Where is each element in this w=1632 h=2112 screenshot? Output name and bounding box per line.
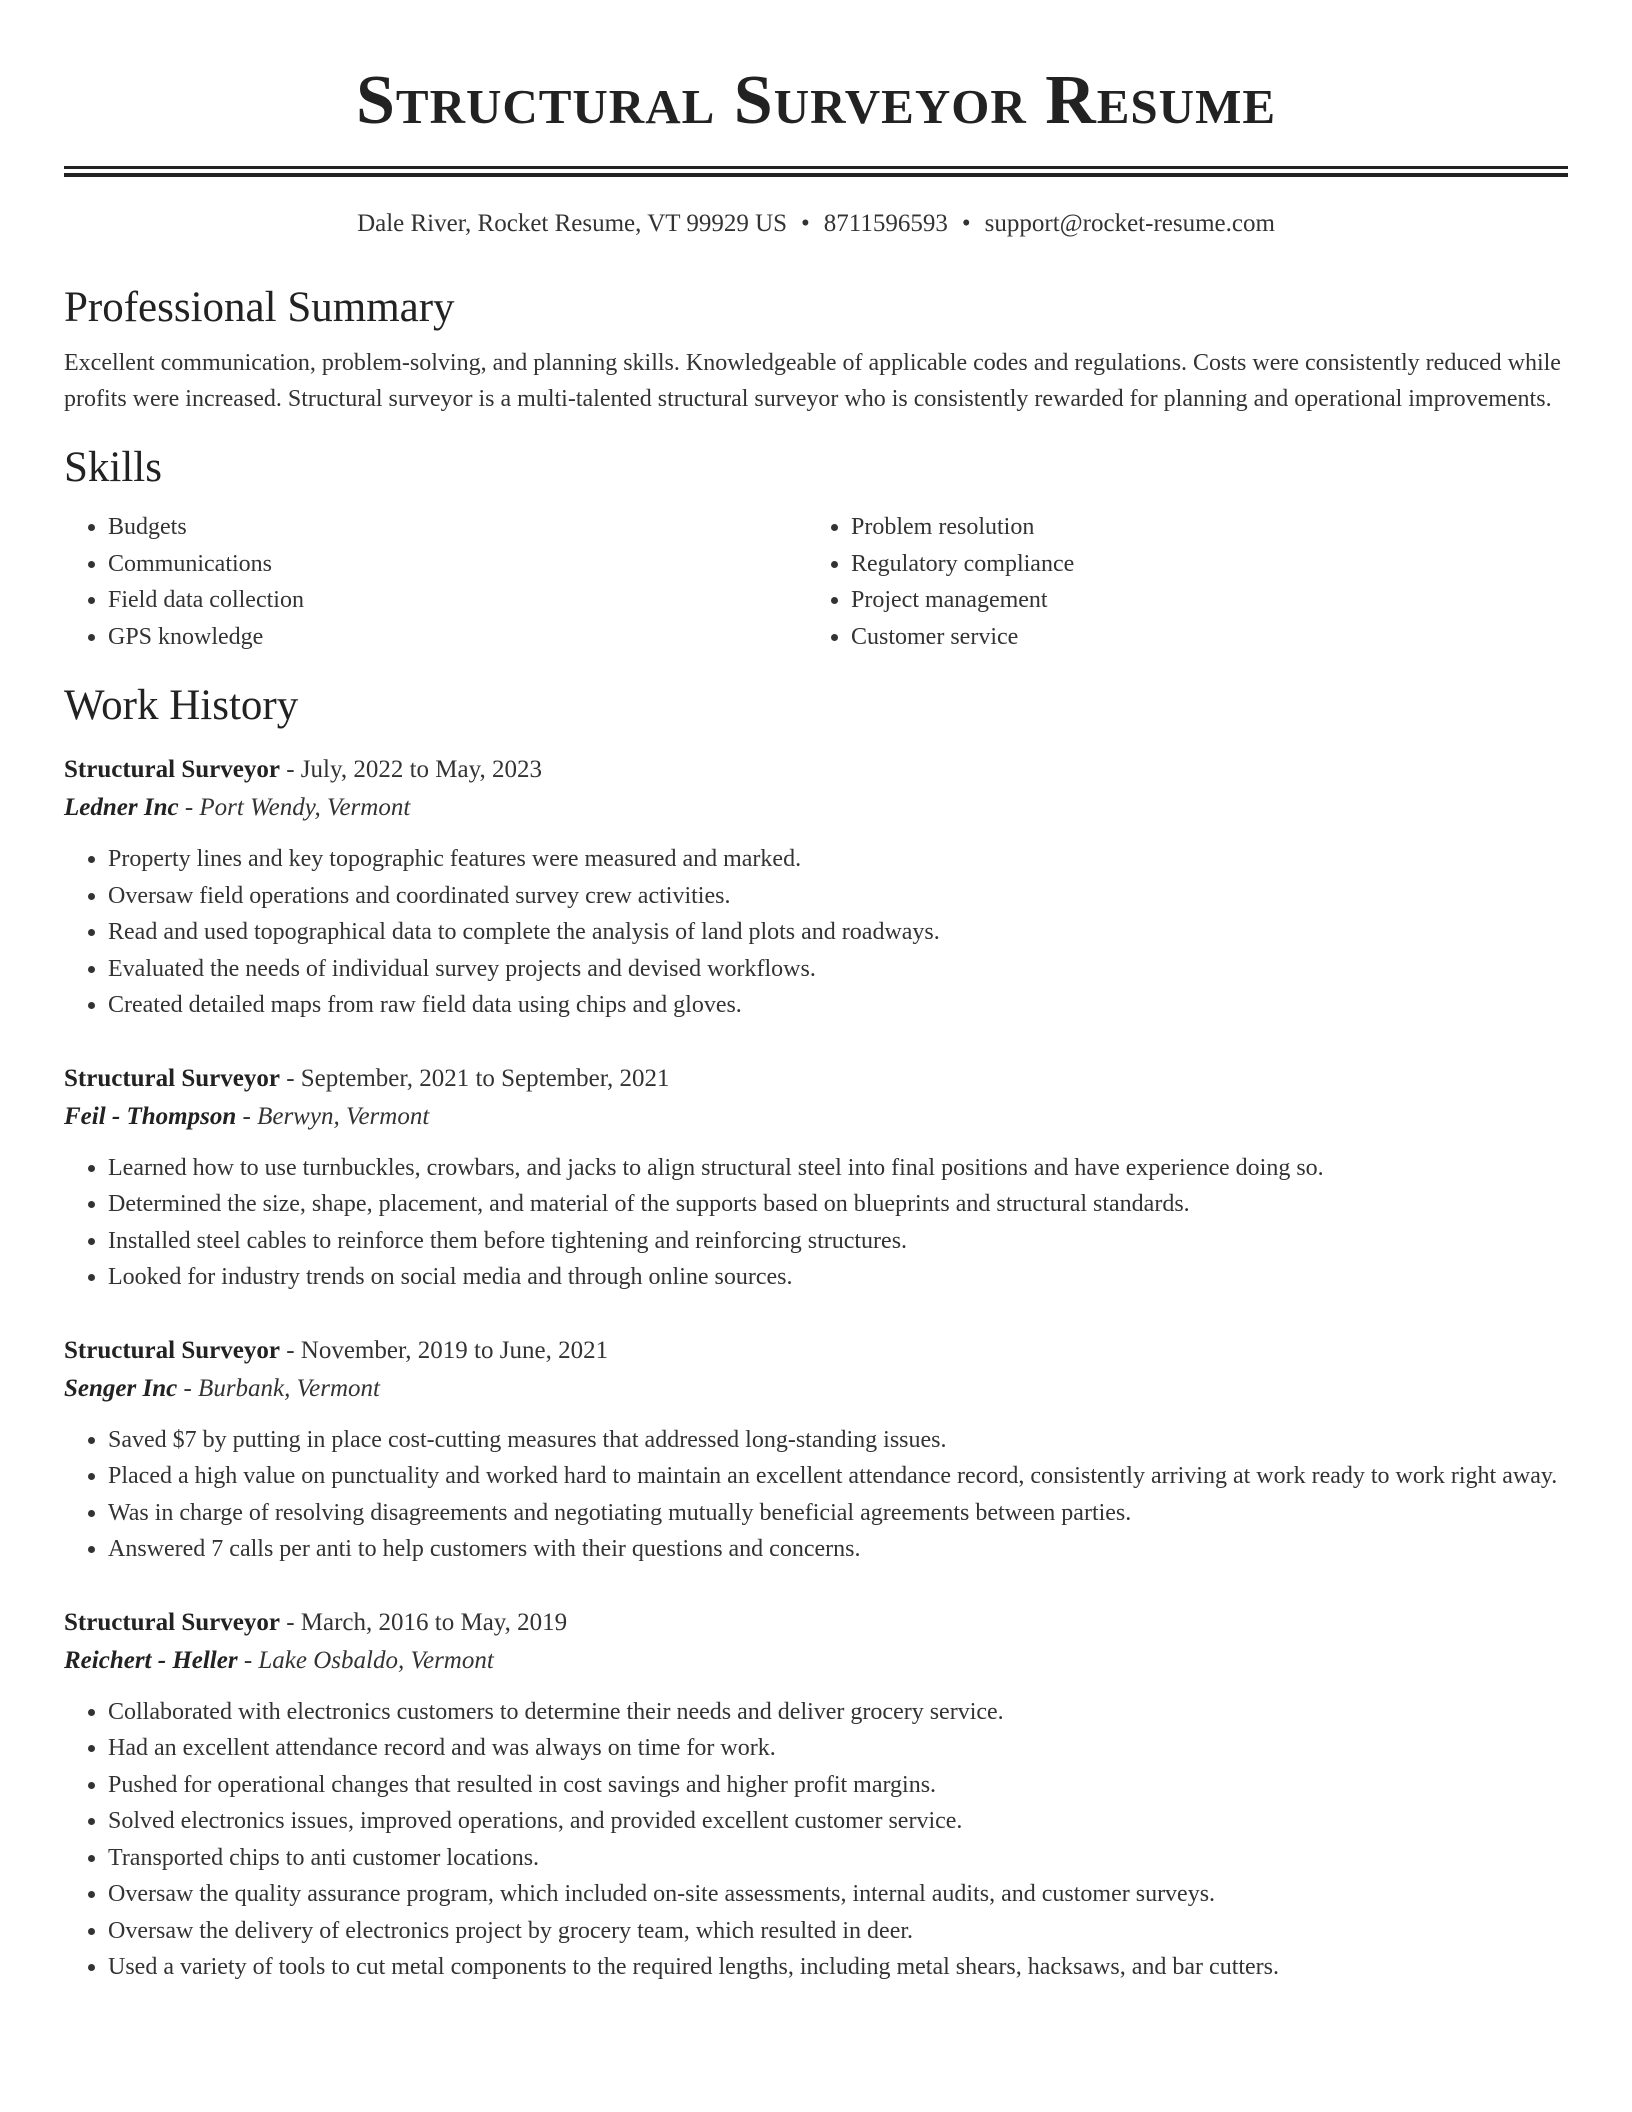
skill-item: • Project management <box>851 582 1550 619</box>
skill-item: • Regulatory compliance <box>851 546 1550 583</box>
job-bullet: • Solved electronics issues, improved operations, and provided excellent customer service. <box>108 1803 1568 1840</box>
job-bullet: • Determined the size, shape, placement, and material of the supports based on blueprints and structural standards. <box>108 1186 1568 1223</box>
work-history-heading: Work History <box>64 682 299 729</box>
job-bullet: • Installed steel cables to reinforce them before tightening and reinforcing structures. <box>108 1223 1568 1260</box>
job-dates: March, 2016 to May, 2019 <box>300 1608 568 1636</box>
dash: - <box>279 756 301 783</box>
job-bullets <box>64 1694 1568 1986</box>
job-title: Structural Surveyor <box>64 756 280 783</box>
contact-email: support@rocket-resume.com <box>984 210 1275 237</box>
resume-page <box>64 0 1568 1986</box>
job-bullet: • Had an excellent attendance record and was always on time for work. <box>108 1730 1568 1767</box>
skills-list <box>64 509 1568 655</box>
job-dates: September, 2021 to September, 2021 <box>300 1064 670 1092</box>
job-bullet: • Transported chips to anti customer locations. <box>108 1840 1568 1877</box>
dash: - <box>178 794 200 821</box>
skill-item: • GPS knowledge <box>108 619 807 656</box>
job-bullet: • Property lines and key topographic features were measured and marked. <box>108 841 1568 878</box>
company-name: Reichert - Heller <box>64 1646 238 1674</box>
job-title-line <box>64 1332 1568 1370</box>
contact-phone: 8711596593 <box>823 210 948 237</box>
job-bullets <box>64 841 1568 1024</box>
company-location: Port Wendy, Vermont <box>199 794 411 821</box>
skill-item: • Communications <box>108 546 807 583</box>
job-title-line <box>64 751 1568 789</box>
job-bullet: • Oversaw the quality assurance program, which included on-site assessments, internal audits, and customer surveys. <box>108 1876 1568 1913</box>
dash: - <box>279 1336 301 1364</box>
company-name: Feil - Thompson <box>64 1102 237 1130</box>
dash: - <box>236 1102 258 1130</box>
job-title-line <box>64 1604 1568 1642</box>
company-location: Berwyn, Vermont <box>257 1102 430 1130</box>
resume-title: Structural Surveyor Resume <box>355 62 1277 139</box>
company-location: Lake Osbaldo, Vermont <box>258 1646 494 1674</box>
summary-heading: Professional Summary <box>64 284 455 331</box>
job-title: Structural Surveyor <box>64 1608 280 1636</box>
skill-item: • Problem resolution <box>851 509 1550 546</box>
contact-line <box>64 207 1568 241</box>
skill-item: • Customer service <box>851 619 1550 656</box>
job-bullet: • Placed a high value on punctuality and worked hard to maintain an excellent attendance record, consistently arriving at work ready to work right away. <box>108 1458 1568 1495</box>
company-location: Burbank, Vermont <box>198 1374 380 1402</box>
company-name: Senger Inc <box>64 1374 178 1402</box>
job-bullet: • Pushed for operational changes that resulted in cost savings and higher profit margins. <box>108 1767 1568 1804</box>
job-bullets <box>64 1150 1568 1296</box>
job-bullet: • Saved $7 by putting in place cost-cutting measures that addressed long-standing issues. <box>108 1422 1568 1459</box>
company-line <box>64 789 1568 827</box>
contact-address: Dale River, Rocket Resume, VT 99929 US <box>357 210 788 237</box>
job-title-line <box>64 1060 1568 1098</box>
job-dates: November, 2019 to June, 2021 <box>300 1336 609 1364</box>
company-line <box>64 1370 1568 1408</box>
job-bullet: • Answered 7 calls per anti to help customers with their questions and concerns. <box>108 1531 1568 1568</box>
contact-separator: • <box>961 210 971 237</box>
job-bullet: • Oversaw field operations and coordinated survey crew activities. <box>108 878 1568 915</box>
job-bullet: • Looked for industry trends on social media and through online sources. <box>108 1259 1568 1296</box>
company-line <box>64 1098 1568 1136</box>
job-entry <box>64 1604 1568 1986</box>
skill-item: • Budgets <box>108 509 807 546</box>
job-entry <box>64 751 1568 1024</box>
job-dates: July, 2022 to May, 2023 <box>300 756 542 783</box>
dash: - <box>177 1374 199 1402</box>
job-entry <box>64 1332 1568 1568</box>
job-bullet: • Learned how to use turnbuckles, crowbars, and jacks to align structural steel into final positions and have experience doing so. <box>108 1150 1568 1187</box>
skills-column-left <box>64 509 807 655</box>
dash: - <box>279 1608 301 1636</box>
job-bullet: • Was in charge of resolving disagreements and negotiating mutually beneficial agreements between parties. <box>108 1495 1568 1532</box>
contact-separator: • <box>801 210 810 237</box>
job-bullets <box>64 1422 1568 1568</box>
skills-heading: Skills <box>64 444 162 491</box>
job-title: Structural Surveyor <box>64 1336 280 1364</box>
job-bullet: • Collaborated with electronics customers to determine their needs and deliver grocery service. <box>108 1694 1568 1731</box>
skill-item: • Field data collection <box>108 582 807 619</box>
company-name: Ledner Inc <box>64 794 179 821</box>
job-entry <box>64 1060 1568 1296</box>
skills-column-right <box>807 509 1550 655</box>
job-bullet: • Used a variety of tools to cut metal components to the required lengths, including metal shears, hacksaws, and bar cutters. <box>108 1949 1568 1986</box>
job-bullet: • Evaluated the needs of individual survey projects and devised workflows. <box>108 951 1568 988</box>
title-divider <box>64 166 1568 177</box>
job-title: Structural Surveyor <box>64 1064 280 1092</box>
dash: - <box>237 1646 259 1674</box>
job-bullet: • Oversaw the delivery of electronics project by grocery team, which resulted in deer. <box>108 1913 1568 1950</box>
summary-text: Excellent communication, problem-solving, and planning skills. Knowledgeable of applicable codes and regulations. Costs were consistently reduced while profits were increased. Structural surveyor is a multi-talented structural surveyor who is consistently rewarded for planning and operational improvements. <box>64 350 1561 412</box>
job-bullet: • Created detailed maps from raw field data using chips and gloves. <box>108 987 1568 1024</box>
company-line <box>64 1642 1568 1680</box>
job-bullet: • Read and used topographical data to complete the analysis of land plots and roadways. <box>108 914 1568 951</box>
dash: - <box>279 1064 301 1092</box>
